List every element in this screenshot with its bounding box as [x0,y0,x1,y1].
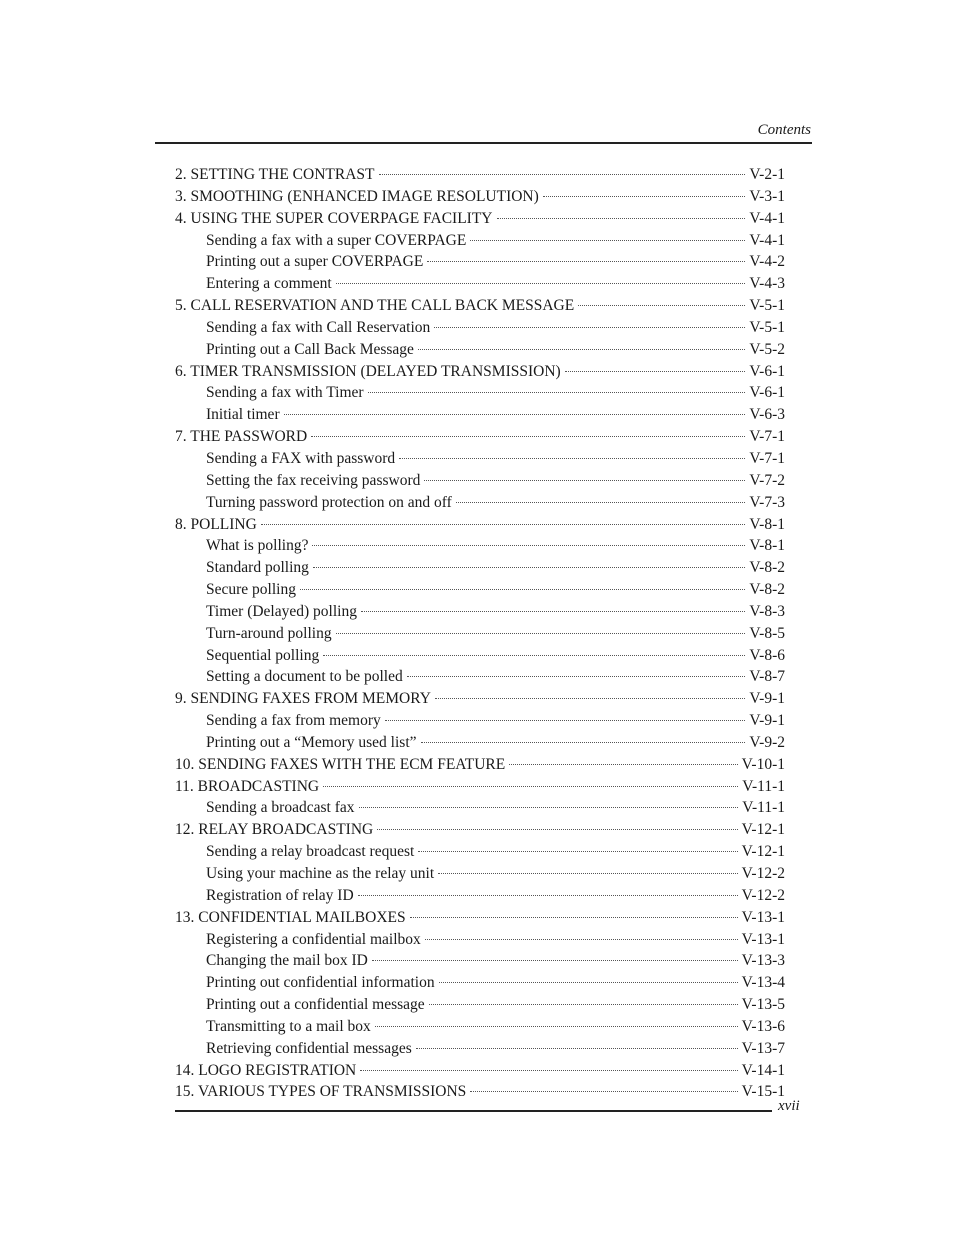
toc-entry-label: 7. THE PASSWORD [175,428,308,446]
toc-entry-page: V-7-1 [749,449,785,467]
toc-subsection-entry [175,974,785,996]
header-rule [155,142,812,144]
toc-entry-label: Sequential polling [206,646,320,664]
toc-entry-page: V-13-7 [741,1039,785,1057]
toc-section-entry [175,363,785,385]
toc-subsection-entry [175,581,785,603]
toc-section-entry [175,1062,785,1084]
toc-section-entry [175,1083,785,1105]
dot-leader [336,633,746,634]
toc-entry-page: V-12-1 [741,843,785,861]
dot-leader [311,436,745,437]
toc-subsection-entry [175,341,785,363]
toc-entry-label: Sending a fax with Timer [206,384,364,402]
toc-section-entry [175,428,785,450]
toc-entry-label: Printing out a Call Back Message [206,340,414,358]
dot-leader [427,261,745,262]
toc-entry-page: V-6-1 [749,384,785,402]
dot-leader [565,371,746,372]
toc-subsection-entry [175,253,785,275]
footer-rule [175,1110,772,1112]
dot-leader [543,196,746,197]
toc-entry-label: 8. POLLING [175,515,257,533]
toc-subsection-entry [175,472,785,494]
toc-entry-label: 9. SENDING FAXES FROM MEMORY [175,690,431,708]
dot-leader [261,524,746,525]
dot-leader [429,1004,738,1005]
toc-entry-label: Sending a fax with Call Reservation [206,318,431,336]
toc-entry-label: Turning password protection on and off [206,493,452,511]
toc-entry-label: Sending a fax from memory [206,712,381,730]
dot-leader [424,480,745,481]
dot-leader [368,392,746,393]
toc-entry-label: 6. TIMER TRANSMISSION (DELAYED TRANSMISSION) [175,362,561,380]
toc-subsection-entry [175,232,785,254]
toc-entry-page: V-9-1 [749,712,785,730]
toc-entry-page: V-13-6 [741,1017,785,1035]
toc-entry-page: V-13-1 [741,930,785,948]
toc-subsection-entry [175,647,785,669]
toc-entry-page: V-9-1 [749,690,785,708]
toc-entry-page: V-4-1 [749,209,785,227]
toc-subsection-entry [175,843,785,865]
toc-entry-label: 10. SENDING FAXES WITH THE ECM FEATURE [175,755,506,773]
toc-entry-page: V-14-1 [741,1061,785,1079]
toc-subsection-entry [175,1018,785,1040]
toc-entry-label: Printing out confidential information [206,974,435,992]
dot-leader [361,611,745,612]
toc-entry-page: V-15-1 [741,1083,785,1101]
toc-entry-page: V-5-1 [749,318,785,336]
toc-entry-page: V-10-1 [741,755,785,773]
dot-leader [410,917,738,918]
dot-leader [385,720,746,721]
toc-entry-page: V-7-3 [749,493,785,511]
dot-leader [435,698,745,699]
toc-entry-page: V-8-7 [749,668,785,686]
toc-subsection-entry [175,450,785,472]
toc-entry-label: 5. CALL RESERVATION AND THE CALL BACK MESSAGE [175,297,575,315]
toc-entry-label: 14. LOGO REGISTRATION [175,1061,357,1079]
toc-subsection-entry [175,865,785,887]
toc-entry-label: Printing out a “Memory used list” [206,733,417,751]
toc-section-entry [175,188,785,210]
dot-leader [425,939,738,940]
toc-entry-label: Sending a broadcast fax [206,799,355,817]
toc-subsection-entry [175,952,785,974]
dot-leader [497,218,746,219]
toc-entry-label: Standard polling [206,559,309,577]
toc-section-entry [175,297,785,319]
toc-section-entry [175,821,785,843]
toc-entry-label: Setting the fax receiving password [206,471,421,489]
dot-leader [284,414,746,415]
page-number: xvii [778,1098,800,1114]
toc-entry-page: V-3-1 [749,187,785,205]
toc-subsection-entry [175,275,785,297]
toc-entry-label: Sending a relay broadcast request [206,843,415,861]
toc-subsection-entry [175,406,785,428]
toc-entry-page: V-12-2 [741,865,785,882]
dot-leader [358,895,738,896]
toc-entry-label: 11. BROADCASTING [175,777,320,795]
dot-leader [323,655,745,656]
toc-subsection-entry [175,384,785,406]
toc-entry-label: Turn-around polling [206,624,332,642]
dot-leader [377,829,737,830]
toc-subsection-entry [175,712,785,734]
toc-entry-page: V-8-3 [749,602,785,620]
dot-leader [379,174,746,175]
toc-entry-page: V-9-2 [749,733,785,751]
toc-entry-page: V-8-1 [749,537,785,555]
toc-subsection-entry [175,319,785,341]
toc-section-entry [175,516,785,538]
toc-entry-label: Sending a fax with a super COVERPAGE [206,231,467,249]
toc-entry-label: Printing out a confidential message [206,996,425,1014]
toc-entry-page: V-8-5 [749,624,785,642]
toc-entry-page: V-13-4 [741,974,785,992]
toc-section-entry [175,909,785,931]
toc-section-entry [175,690,785,712]
toc-entry-page: V-5-2 [749,340,785,358]
toc-entry-page: V-11-1 [742,777,785,795]
dot-leader [421,742,746,743]
dot-leader [359,807,739,808]
toc-entry-page: V-8-2 [749,559,785,577]
toc-entry-page: V-11-1 [742,799,785,817]
toc-entry-page: V-4-3 [749,275,785,293]
toc-entry-label: Sending a FAX with password [206,449,396,467]
toc-subsection-entry [175,931,785,953]
toc-entry-label: Setting a document to be polled [206,668,403,686]
toc-entry-label: Registering a confidential mailbox [206,930,421,948]
toc-entry-page: V-12-2 [741,886,785,904]
toc-section-entry [175,210,785,232]
toc-subsection-entry [175,799,785,821]
toc-entry-label: Printing out a super COVERPAGE [206,253,424,271]
dot-leader [470,240,745,241]
dot-leader [578,305,745,306]
dot-leader [323,786,738,787]
toc-entry-label: 12. RELAY BROADCASTING [175,821,374,839]
toc-entry-label: 15. VARIOUS TYPES OF TRANSMISSIONS [175,1083,467,1101]
dot-leader [456,502,746,503]
toc-entry-page: V-7-1 [749,428,785,446]
dot-leader [336,283,746,284]
toc-section-entry [175,778,785,800]
toc-subsection-entry [175,537,785,559]
toc-entry-label: Changing the mail box ID [206,952,368,970]
toc-entry-label: 2. SETTING THE CONTRAST [175,166,375,183]
toc-subsection-entry [175,734,785,756]
toc-entry-page: V-6-3 [749,406,785,424]
toc-entry-page: V-8-1 [749,515,785,533]
dot-leader [418,349,745,350]
dot-leader [407,676,746,677]
dot-leader [372,960,738,961]
toc-entry-page: V-13-5 [741,996,785,1014]
toc-subsection-entry [175,603,785,625]
toc-section-entry [175,756,785,778]
toc-entry-page: V-4-1 [749,231,785,249]
toc-entry-label: 3. SMOOTHING (ENHANCED IMAGE RESOLUTION) [175,187,539,205]
toc-subsection-entry [175,668,785,690]
toc-entry-page: V-5-1 [749,297,785,315]
dot-leader [434,327,745,328]
toc-entry-label: What is polling? [206,537,309,555]
toc-subsection-entry [175,625,785,647]
toc-entry-label: Retrieving confidential messages [206,1039,412,1057]
dot-leader [416,1048,738,1049]
toc-entry-label: Using your machine as the relay unit [206,865,435,882]
dot-leader [399,458,745,459]
toc-section-entry [175,166,785,188]
toc-entry-label: 4. USING THE SUPER COVERPAGE FACILITY [175,209,493,227]
toc-entry-label: Registration of relay ID [206,886,354,904]
toc-entry-label: Initial timer [206,406,280,424]
toc-entry-label: Transmitting to a mail box [206,1017,371,1035]
dot-leader [439,982,738,983]
toc-entry-page: V-12-1 [741,821,785,839]
toc-entry-label: Entering a comment [206,275,332,293]
toc-subsection-entry [175,1040,785,1062]
toc-entry-page: V-13-3 [741,952,785,970]
dot-leader [313,567,745,568]
dot-leader [360,1070,737,1071]
toc-entry-page: V-6-1 [749,362,785,380]
toc-entry-page: V-8-6 [749,646,785,664]
dot-leader [418,851,737,852]
dot-leader [375,1026,738,1027]
table-of-contents [175,166,785,1105]
toc-entry-label: 13. CONFIDENTIAL MAILBOXES [175,908,406,926]
toc-subsection-entry [175,559,785,581]
toc-entry-page: V-7-2 [749,471,785,489]
dot-leader [438,873,738,874]
page-header-title: Contents [757,122,811,138]
toc-entry-page: V-8-2 [749,581,785,599]
dot-leader [509,764,737,765]
dot-leader [300,589,745,590]
toc-subsection-entry [175,494,785,516]
dot-leader [470,1091,737,1092]
toc-subsection-entry [175,996,785,1018]
dot-leader [312,545,745,546]
toc-subsection-entry [175,887,785,909]
toc-entry-page: V-2-1 [749,166,785,183]
toc-entry-page: V-4-2 [749,253,785,271]
toc-entry-label: Secure polling [206,581,296,599]
toc-entry-page: V-13-1 [741,908,785,926]
toc-entry-label: Timer (Delayed) polling [206,602,357,620]
